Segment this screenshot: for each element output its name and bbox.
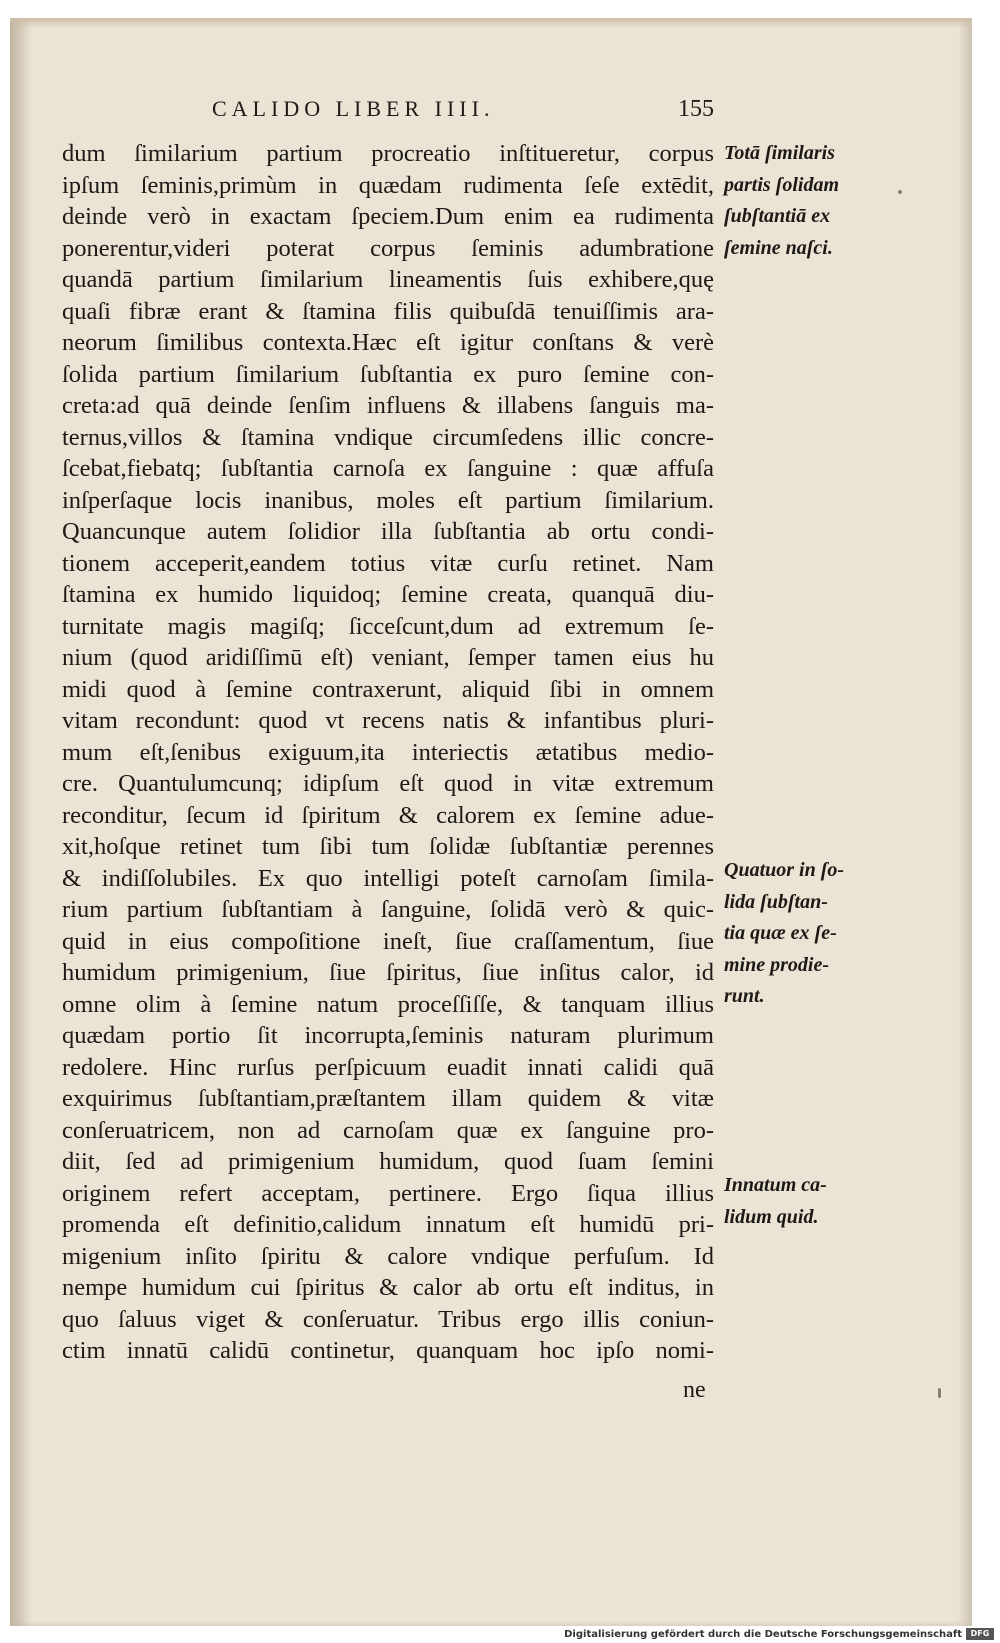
marginal-note-similar-parts (724, 138, 874, 264)
text-line: ipſum ſeminis,primùm in quædam rudimenta ſeſe extēdit, (62, 171, 714, 199)
page-gutter-shadow (10, 18, 32, 1626)
text-line: inſperſaque locis inanibus, moles eſt partium ſimilarium. (62, 486, 714, 514)
marginal-note-line: ſubſtantiā ex (724, 205, 831, 227)
text-line: quaſi fibræ erant & ſtamina filis quibuſdā tenuiſſimis ara- (62, 297, 714, 325)
text-line: ſcebat,fiebatq; ſubſtantia carnoſa ex ſanguine : quæ affuſa (62, 455, 714, 482)
text-line: cre. Quantulumcunq; idipſum eſt quod in vitæ extremum (62, 770, 714, 797)
marginal-note-line: Innatum ca- (724, 1174, 827, 1196)
text-line: ſtamina ex humido liquidoq; ſemine creata, quanquā diu- (62, 581, 714, 608)
text-line: quandā partium ſimilarium lineamentis ſuis exhibere,quę (62, 266, 714, 293)
text-line: promenda eſt definitio,calidum innatum eſt humidū pri- (62, 1211, 714, 1238)
text-line: neorum ſimilibus contexta.Hæc eſt igitur conſtans & verè (62, 329, 714, 356)
marginal-note-line: Quatuor in ſo- (724, 859, 845, 881)
catchword: ne (683, 1377, 706, 1403)
text-line: quædam portio ſit incorrupta,ſeminis naturam plurimum (62, 1022, 714, 1049)
text-line: ctim innatū calidū continetur, quanquam hoc ipſo nomi- (62, 1337, 714, 1364)
text-line: quo ſaluus viget & conſeruatur. Tribus ergo illis coniun- (62, 1305, 714, 1333)
text-line: omne olim à ſemine natum proceſſiſſe, & tanquam illius (62, 990, 714, 1018)
dfg-logo: DFG (966, 1628, 994, 1640)
text-line: ſolida partium ſimilarium ſubſtantia ex puro ſemine con- (62, 360, 714, 388)
text-line: nempe humidum cui ſpiritus & calor ab ortu eſt inditus, in (62, 1274, 714, 1301)
text-line: nium (quod aridiſſimū eſt) veniant, ſemper tamen eius hu (62, 644, 714, 671)
text-line: turnitate magis magiſq; ſicceſcunt,dum ad extremum ſe- (62, 612, 714, 640)
marginal-note-line: ſemine naſci. (724, 236, 833, 259)
text-line: migenium inſito ſpiritu & calore vndique perfuſum. Id (62, 1242, 714, 1270)
text-line: creta:ad quā deinde ſenſim influens & illabens ſanguis ma- (62, 392, 714, 419)
paper-speck (898, 190, 902, 194)
body-text (62, 138, 714, 1367)
text-line: ponerentur,videri poterat corpus ſeminis adumbratione (62, 234, 714, 262)
marginal-note-line: Totā ſimilaris (724, 142, 835, 164)
marginal-note-innate-heat (724, 1170, 874, 1233)
marginal-note-line: runt. (724, 985, 765, 1007)
text-line: redolere. Hinc rurſus perſpicuum euadit innati calidi quā (62, 1053, 714, 1081)
text-line: humidum primigenium, ſiue ſpiritus, ſiue inſitus calor, id (62, 959, 714, 986)
text-line: xit,hoſque retinet tum ſibi tum ſolidæ ſubſtantiæ perennes (62, 833, 714, 860)
text-line: midi quod à ſemine contraxerunt, aliquid ſibi in omnem (62, 675, 714, 703)
text-line: diit, ſed ad primigenium humidum, quod ſuam ſemini (62, 1148, 714, 1175)
text-line: originem refert acceptam, pertinere. Ergo ſiqua illius (62, 1179, 714, 1207)
text-line: conſeruatricem, non ad carnoſam quæ ex ſanguine pro- (62, 1116, 714, 1144)
marginal-note-four-in-solid (724, 855, 874, 1013)
text-line: & indiſſolubiles. Ex quo intelligi poteſt carnoſam ſimila- (62, 864, 714, 892)
paper-speck (938, 1388, 941, 1398)
text-line: dum ſimilarium partium procreatio inſtitueretur, corpus (62, 140, 714, 167)
text-line: Quancunque autem ſolidior illa ſubſtantia ab ortu condi- (62, 518, 714, 545)
text-line: tionem acceperit,eandem totius vitæ curſu retinet. Nam (62, 549, 714, 577)
text-line: mum eſt,ſenibus exiguum,ita interiectis ætatibus medio- (62, 738, 714, 766)
text-line: exquirimus ſubſtantiam,præſtantem illam quidem & vitæ (62, 1085, 714, 1112)
text-line: rium partium ſubſtantiam à ſanguine, ſolidā verò & quic- (62, 896, 714, 923)
marginal-note-line: lidum quid. (724, 1205, 819, 1228)
page-top-shadow (10, 18, 972, 28)
marginal-note-line: partis ſolidam (724, 173, 840, 196)
marginal-note-line: mine prodie- (724, 953, 829, 976)
marginal-note-line: lida ſubſtan- (724, 890, 828, 913)
page-number: 155 (678, 96, 714, 122)
text-line: quid in eius compoſitione ineſt, ſiue craſſamentum, ſiue (62, 927, 714, 955)
marginal-note-line: tia quæ ex ſe- (724, 922, 837, 944)
running-head: CALIDO LIBER IIII. (212, 96, 495, 121)
text-line: deinde verò in exactam ſpeciem.Dum enim ea rudimenta (62, 203, 714, 230)
text-line: ternus,villos & ſtamina vndique circumſedens illic concre- (62, 423, 714, 451)
funding-credit: Digitalisierung gefördert durch die Deutsche Forschungsgemeinschaft (564, 1629, 962, 1640)
page-edge-shadow (958, 18, 972, 1626)
text-line: vitam recondunt: quod vt recens natis & infantibus pluri- (62, 707, 714, 734)
text-line: reconditur, ſecum id ſpiritum & calorem ex ſemine adue- (62, 801, 714, 829)
